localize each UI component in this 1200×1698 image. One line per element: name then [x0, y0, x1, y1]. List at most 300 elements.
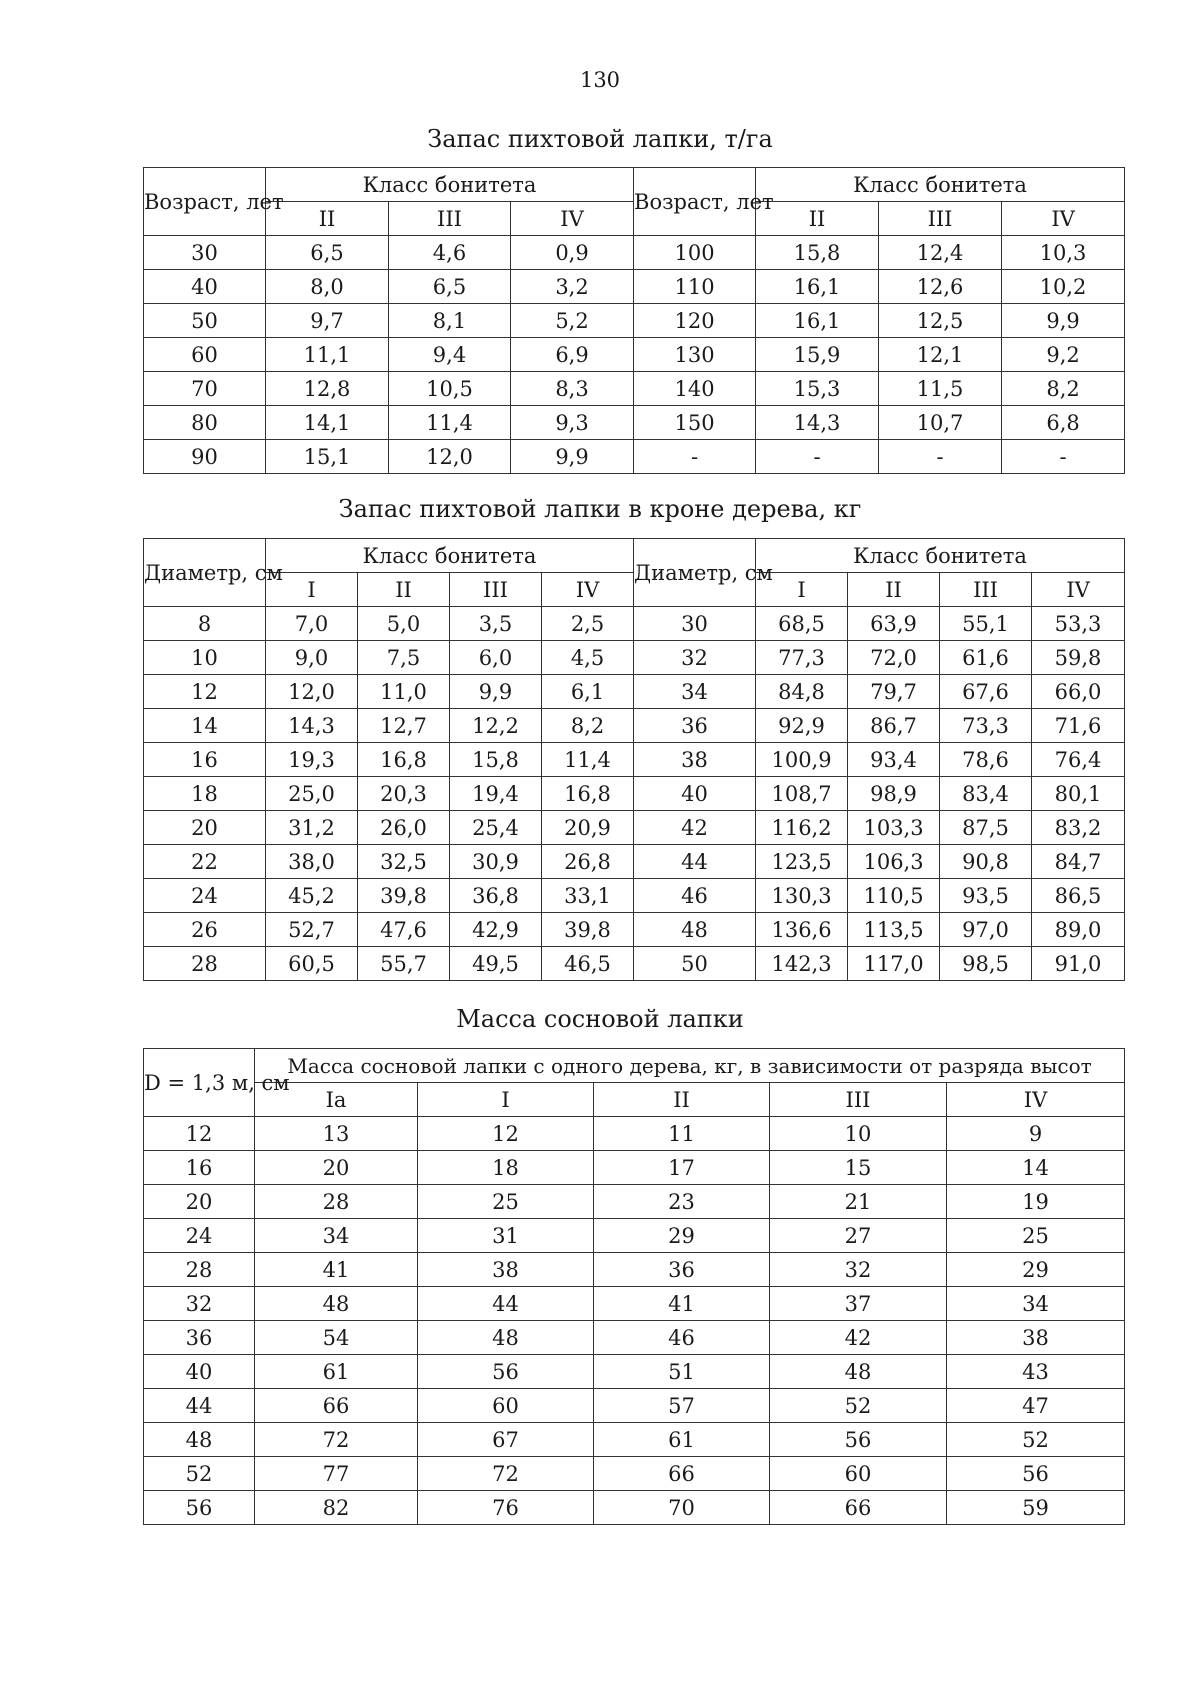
table-cell: 16,8: [358, 743, 450, 777]
table-cell: 71,6: [1032, 709, 1125, 743]
table-row: [144, 947, 1125, 981]
table-cell: 41: [594, 1287, 770, 1321]
table-cell: 60: [418, 1389, 594, 1423]
class-header: Класс бонитета: [266, 539, 634, 573]
class-label: IV: [1032, 573, 1125, 607]
table-cell: 38: [418, 1253, 594, 1287]
table-cell: 12,5: [879, 304, 1002, 338]
table-row: [144, 811, 1125, 845]
table-row: [144, 1423, 1125, 1457]
table-cell: 2,5: [542, 607, 634, 641]
table-cell: 10,2: [1002, 270, 1125, 304]
table-cell: 86,5: [1032, 879, 1125, 913]
table-cell: 56: [418, 1355, 594, 1389]
table-cell: 26: [144, 913, 266, 947]
table-cell: 142,3: [756, 947, 848, 981]
table-cell: 6,5: [266, 236, 389, 270]
table-cell: 9,2: [1002, 338, 1125, 372]
table-cell: 72: [255, 1423, 418, 1457]
table-cell: 30: [634, 607, 756, 641]
class-header: Класс бонитета: [756, 168, 1125, 202]
table-cell: 23: [594, 1185, 770, 1219]
table-cell: 9,3: [511, 406, 634, 440]
class-label: IV: [511, 202, 634, 236]
table-row: [144, 1355, 1125, 1389]
table-cell: 52: [947, 1423, 1125, 1457]
table-cell: 44: [634, 845, 756, 879]
table-cell: 9,4: [389, 338, 511, 372]
table-cell: 77: [255, 1457, 418, 1491]
table-cell: 12,2: [450, 709, 542, 743]
table-cell: 52: [770, 1389, 947, 1423]
table-cell: 117,0: [848, 947, 940, 981]
table-cell: 24: [144, 879, 266, 913]
table-cell: 116,2: [756, 811, 848, 845]
table-cell: 25: [947, 1219, 1125, 1253]
table-cell: 15,1: [266, 440, 389, 474]
table-cell: 36: [594, 1253, 770, 1287]
table-row: [144, 675, 1125, 709]
table-cell: 3,5: [450, 607, 542, 641]
table-cell: 38: [947, 1321, 1125, 1355]
table-cell: 80: [144, 406, 266, 440]
table-cell: 83,2: [1032, 811, 1125, 845]
table-cell: 32,5: [358, 845, 450, 879]
table-cell: 12,0: [266, 675, 358, 709]
table-cell: 61: [255, 1355, 418, 1389]
table-row: [144, 845, 1125, 879]
table-cell: 6,8: [1002, 406, 1125, 440]
table-cell: 12,8: [266, 372, 389, 406]
table-cell: 50: [144, 304, 266, 338]
table-cell: 26,0: [358, 811, 450, 845]
table-cell: 130: [634, 338, 756, 372]
table-cell: 20,3: [358, 777, 450, 811]
table-cell: 80,1: [1032, 777, 1125, 811]
table-cell: 72,0: [848, 641, 940, 675]
table-cell: 30: [144, 236, 266, 270]
table-cell: 17: [594, 1151, 770, 1185]
table-cell: -: [879, 440, 1002, 474]
table-row: [144, 1253, 1125, 1287]
table-cell: 83,4: [940, 777, 1032, 811]
table-cell: 10: [770, 1117, 947, 1151]
table-cell: 67,6: [940, 675, 1032, 709]
table-cell: 12,6: [879, 270, 1002, 304]
table-cell: 20: [144, 1185, 255, 1219]
table-row: [144, 607, 1125, 641]
table-cell: 33,1: [542, 879, 634, 913]
table2-title: Запас пихтовой лапки в кроне дерева, кг: [338, 495, 862, 523]
table-cell: 41: [255, 1253, 418, 1287]
table-row: [144, 913, 1125, 947]
age-header: Возраст, лет: [144, 168, 266, 236]
table-row: [144, 777, 1125, 811]
table-cell: 36,8: [450, 879, 542, 913]
table-cell: 11,1: [266, 338, 389, 372]
table-cell: 18: [418, 1151, 594, 1185]
table-cell: 46: [594, 1321, 770, 1355]
table-cell: 8,3: [511, 372, 634, 406]
table-row: [144, 1321, 1125, 1355]
table-cell: 6,5: [389, 270, 511, 304]
table-cell: 14: [144, 709, 266, 743]
table-cell: 12,0: [389, 440, 511, 474]
table-cell: 16,8: [542, 777, 634, 811]
age-header: Возраст, лет: [634, 168, 756, 236]
table-cell: 46: [634, 879, 756, 913]
table-cell: 70: [144, 372, 266, 406]
table-cell: 34: [634, 675, 756, 709]
table-cell: 54: [255, 1321, 418, 1355]
table-cell: 7,5: [358, 641, 450, 675]
table-cell: 24: [144, 1219, 255, 1253]
table-cell: 56: [770, 1423, 947, 1457]
table-cell: 7,0: [266, 607, 358, 641]
fir-crown-stock-table: [143, 538, 1125, 981]
table-cell: 16: [144, 1151, 255, 1185]
table-cell: 9,9: [1002, 304, 1125, 338]
table-cell: 6,9: [511, 338, 634, 372]
table-cell: 19: [947, 1185, 1125, 1219]
table-row: [144, 1287, 1125, 1321]
table-cell: 68,5: [756, 607, 848, 641]
table-cell: 63,9: [848, 607, 940, 641]
table-cell: 18: [144, 777, 266, 811]
diameter-header: D = 1,3 м, см: [144, 1049, 255, 1117]
table-cell: 87,5: [940, 811, 1032, 845]
table-cell: 55,1: [940, 607, 1032, 641]
table-cell: 100,9: [756, 743, 848, 777]
table-cell: 130,3: [756, 879, 848, 913]
table-cell: 48: [144, 1423, 255, 1457]
table-cell: 98,9: [848, 777, 940, 811]
table-cell: 10,3: [1002, 236, 1125, 270]
table-cell: 47: [947, 1389, 1125, 1423]
table-cell: 66,0: [1032, 675, 1125, 709]
table-cell: 12,4: [879, 236, 1002, 270]
height-class-label: Ia: [255, 1083, 418, 1117]
table-cell: 136,6: [756, 913, 848, 947]
table-cell: 51: [594, 1355, 770, 1389]
table-cell: 48: [634, 913, 756, 947]
table-cell: 40: [144, 270, 266, 304]
table-cell: 60,5: [266, 947, 358, 981]
table-cell: 20: [144, 811, 266, 845]
table-cell: 9,9: [450, 675, 542, 709]
table-cell: 32: [770, 1253, 947, 1287]
table-cell: 44: [418, 1287, 594, 1321]
table-cell: 6,1: [542, 675, 634, 709]
diameter-header: Диаметр, см: [144, 539, 266, 607]
table-cell: 15,8: [756, 236, 879, 270]
height-class-label: II: [594, 1083, 770, 1117]
table-cell: 47,6: [358, 913, 450, 947]
table-cell: 25,4: [450, 811, 542, 845]
table-row: [144, 1457, 1125, 1491]
table-cell: 52: [144, 1457, 255, 1491]
table-row: [144, 440, 1125, 474]
table-cell: 42: [770, 1321, 947, 1355]
table-cell: 14,1: [266, 406, 389, 440]
table-cell: 100: [634, 236, 756, 270]
table-cell: 25: [418, 1185, 594, 1219]
class-label: III: [389, 202, 511, 236]
table-cell: 10,5: [389, 372, 511, 406]
table-cell: 61: [594, 1423, 770, 1457]
table-row: [144, 1219, 1125, 1253]
table-cell: 11,0: [358, 675, 450, 709]
table-row: [144, 1389, 1125, 1423]
table-cell: 8,0: [266, 270, 389, 304]
table-cell: 66: [594, 1457, 770, 1491]
table-cell: 40: [634, 777, 756, 811]
class-label: I: [266, 573, 358, 607]
table-cell: -: [1002, 440, 1125, 474]
table-cell: 29: [594, 1219, 770, 1253]
table-cell: 31: [418, 1219, 594, 1253]
table-row: [144, 641, 1125, 675]
table-cell: 48: [418, 1321, 594, 1355]
table-row: [144, 1151, 1125, 1185]
table-row: [144, 372, 1125, 406]
table-row: [144, 304, 1125, 338]
table1-title: Запас пихтовой лапки, т/га: [427, 125, 773, 153]
table-cell: 28: [255, 1185, 418, 1219]
table-cell: 21: [770, 1185, 947, 1219]
table-cell: 123,5: [756, 845, 848, 879]
table-cell: 39,8: [358, 879, 450, 913]
table-cell: 3,2: [511, 270, 634, 304]
table-cell: 26,8: [542, 845, 634, 879]
table-cell: 20,9: [542, 811, 634, 845]
table-cell: 92,9: [756, 709, 848, 743]
class-label: III: [450, 573, 542, 607]
table-row: [144, 1117, 1125, 1151]
table-cell: 103,3: [848, 811, 940, 845]
table-cell: 29: [947, 1253, 1125, 1287]
table-cell: 45,2: [266, 879, 358, 913]
table-cell: 19,3: [266, 743, 358, 777]
table-cell: 56: [144, 1491, 255, 1525]
table-cell: 15: [770, 1151, 947, 1185]
table-cell: 38: [634, 743, 756, 777]
table-cell: 14: [947, 1151, 1125, 1185]
table-cell: 44: [144, 1389, 255, 1423]
height-class-label: III: [770, 1083, 947, 1117]
table-cell: 36: [144, 1321, 255, 1355]
table-cell: 84,8: [756, 675, 848, 709]
table-cell: 49,5: [450, 947, 542, 981]
table-cell: 28: [144, 947, 266, 981]
table-cell: 78,6: [940, 743, 1032, 777]
table-cell: 16: [144, 743, 266, 777]
table-cell: 4,5: [542, 641, 634, 675]
table-cell: 40: [144, 1355, 255, 1389]
table-cell: 11,5: [879, 372, 1002, 406]
table-cell: 56: [947, 1457, 1125, 1491]
table-cell: 15,3: [756, 372, 879, 406]
table-cell: 59,8: [1032, 641, 1125, 675]
table-cell: 34: [947, 1287, 1125, 1321]
table-cell: 76,4: [1032, 743, 1125, 777]
table-cell: 16,1: [756, 270, 879, 304]
table-cell: 5,2: [511, 304, 634, 338]
table-cell: 14,3: [266, 709, 358, 743]
class-label: IV: [1002, 202, 1125, 236]
table-cell: 32: [144, 1287, 255, 1321]
class-label: II: [266, 202, 389, 236]
table-cell: 12,7: [358, 709, 450, 743]
height-class-label: IV: [947, 1083, 1125, 1117]
class-label: II: [756, 202, 879, 236]
table-cell: 55,7: [358, 947, 450, 981]
table-cell: 91,0: [1032, 947, 1125, 981]
table-cell: 67: [418, 1423, 594, 1457]
table-cell: 140: [634, 372, 756, 406]
table-cell: 120: [634, 304, 756, 338]
table-cell: 72: [418, 1457, 594, 1491]
height-class-label: I: [418, 1083, 594, 1117]
table-cell: 93,5: [940, 879, 1032, 913]
class-label: I: [756, 573, 848, 607]
table-cell: 11,4: [389, 406, 511, 440]
table-cell: 25,0: [266, 777, 358, 811]
table-cell: 8: [144, 607, 266, 641]
table-cell: 20: [255, 1151, 418, 1185]
table-cell: 10,7: [879, 406, 1002, 440]
table-cell: 150: [634, 406, 756, 440]
table-row: [144, 879, 1125, 913]
table-row: [144, 270, 1125, 304]
table-cell: 97,0: [940, 913, 1032, 947]
diameter-header: Диаметр, см: [634, 539, 756, 607]
table-cell: 34: [255, 1219, 418, 1253]
table-cell: 79,7: [848, 675, 940, 709]
table-cell: 9: [947, 1117, 1125, 1151]
table-cell: 12: [144, 1117, 255, 1151]
table-cell: 4,6: [389, 236, 511, 270]
table-cell: 90: [144, 440, 266, 474]
table-cell: 90,8: [940, 845, 1032, 879]
table-cell: 77,3: [756, 641, 848, 675]
table-cell: 22: [144, 845, 266, 879]
table-cell: 60: [144, 338, 266, 372]
table3-title: Масса сосновой лапки: [456, 1005, 744, 1033]
mass-header: Масса сосновой лапки с одного дерева, кг, в зависимости от разряда высот: [255, 1049, 1125, 1083]
table-cell: 9,7: [266, 304, 389, 338]
table-row: [144, 1491, 1125, 1525]
table-cell: 73,3: [940, 709, 1032, 743]
table-cell: 36: [634, 709, 756, 743]
table-cell: 93,4: [848, 743, 940, 777]
table-row: [144, 406, 1125, 440]
class-header: Класс бонитета: [266, 168, 634, 202]
table-cell: 31,2: [266, 811, 358, 845]
table-cell: 59: [947, 1491, 1125, 1525]
table-cell: 8,2: [1002, 372, 1125, 406]
table-cell: 70: [594, 1491, 770, 1525]
table-cell: 38,0: [266, 845, 358, 879]
table-cell: 82: [255, 1491, 418, 1525]
table-cell: 15,8: [450, 743, 542, 777]
table-cell: 8,2: [542, 709, 634, 743]
table-cell: 110,5: [848, 879, 940, 913]
table-cell: 11,4: [542, 743, 634, 777]
table-cell: 42: [634, 811, 756, 845]
table-cell: 13: [255, 1117, 418, 1151]
table-cell: 28: [144, 1253, 255, 1287]
table-cell: 84,7: [1032, 845, 1125, 879]
table-cell: 52,7: [266, 913, 358, 947]
fir-branch-stock-table: [143, 167, 1125, 474]
table-cell: 46,5: [542, 947, 634, 981]
table-cell: 19,4: [450, 777, 542, 811]
table-row: [144, 743, 1125, 777]
class-label: IV: [542, 573, 634, 607]
table-cell: 16,1: [756, 304, 879, 338]
pine-branch-mass-table: [143, 1048, 1125, 1525]
table-cell: 61,6: [940, 641, 1032, 675]
table-cell: 9,9: [511, 440, 634, 474]
table-cell: 8,1: [389, 304, 511, 338]
table-cell: -: [634, 440, 756, 474]
table-cell: 66: [255, 1389, 418, 1423]
table-cell: 113,5: [848, 913, 940, 947]
table-cell: 0,9: [511, 236, 634, 270]
table-cell: 108,7: [756, 777, 848, 811]
table-cell: 39,8: [542, 913, 634, 947]
table-cell: 89,0: [1032, 913, 1125, 947]
table-row: [144, 709, 1125, 743]
table-row: [144, 1185, 1125, 1219]
table-cell: 76: [418, 1491, 594, 1525]
table-cell: 48: [770, 1355, 947, 1389]
table-cell: 66: [770, 1491, 947, 1525]
table-cell: 48: [255, 1287, 418, 1321]
table-cell: 60: [770, 1457, 947, 1491]
table-cell: 43: [947, 1355, 1125, 1389]
page-number: 130: [579, 68, 621, 92]
class-label: III: [940, 573, 1032, 607]
table-row: [144, 338, 1125, 372]
table-cell: 12,1: [879, 338, 1002, 372]
table-cell: 53,3: [1032, 607, 1125, 641]
table-cell: 110: [634, 270, 756, 304]
table-cell: 9,0: [266, 641, 358, 675]
table-cell: 11: [594, 1117, 770, 1151]
table-cell: 57: [594, 1389, 770, 1423]
table-cell: 98,5: [940, 947, 1032, 981]
table-cell: 10: [144, 641, 266, 675]
table-cell: 42,9: [450, 913, 542, 947]
table-cell: 106,3: [848, 845, 940, 879]
table-cell: 37: [770, 1287, 947, 1321]
table-row: [144, 236, 1125, 270]
class-label: III: [879, 202, 1002, 236]
class-label: II: [358, 573, 450, 607]
table-cell: 14,3: [756, 406, 879, 440]
table-cell: 12: [418, 1117, 594, 1151]
table-cell: 50: [634, 947, 756, 981]
table-cell: 32: [634, 641, 756, 675]
table-cell: 15,9: [756, 338, 879, 372]
table-cell: 30,9: [450, 845, 542, 879]
table-cell: 27: [770, 1219, 947, 1253]
table-cell: 12: [144, 675, 266, 709]
table-cell: 86,7: [848, 709, 940, 743]
class-label: II: [848, 573, 940, 607]
